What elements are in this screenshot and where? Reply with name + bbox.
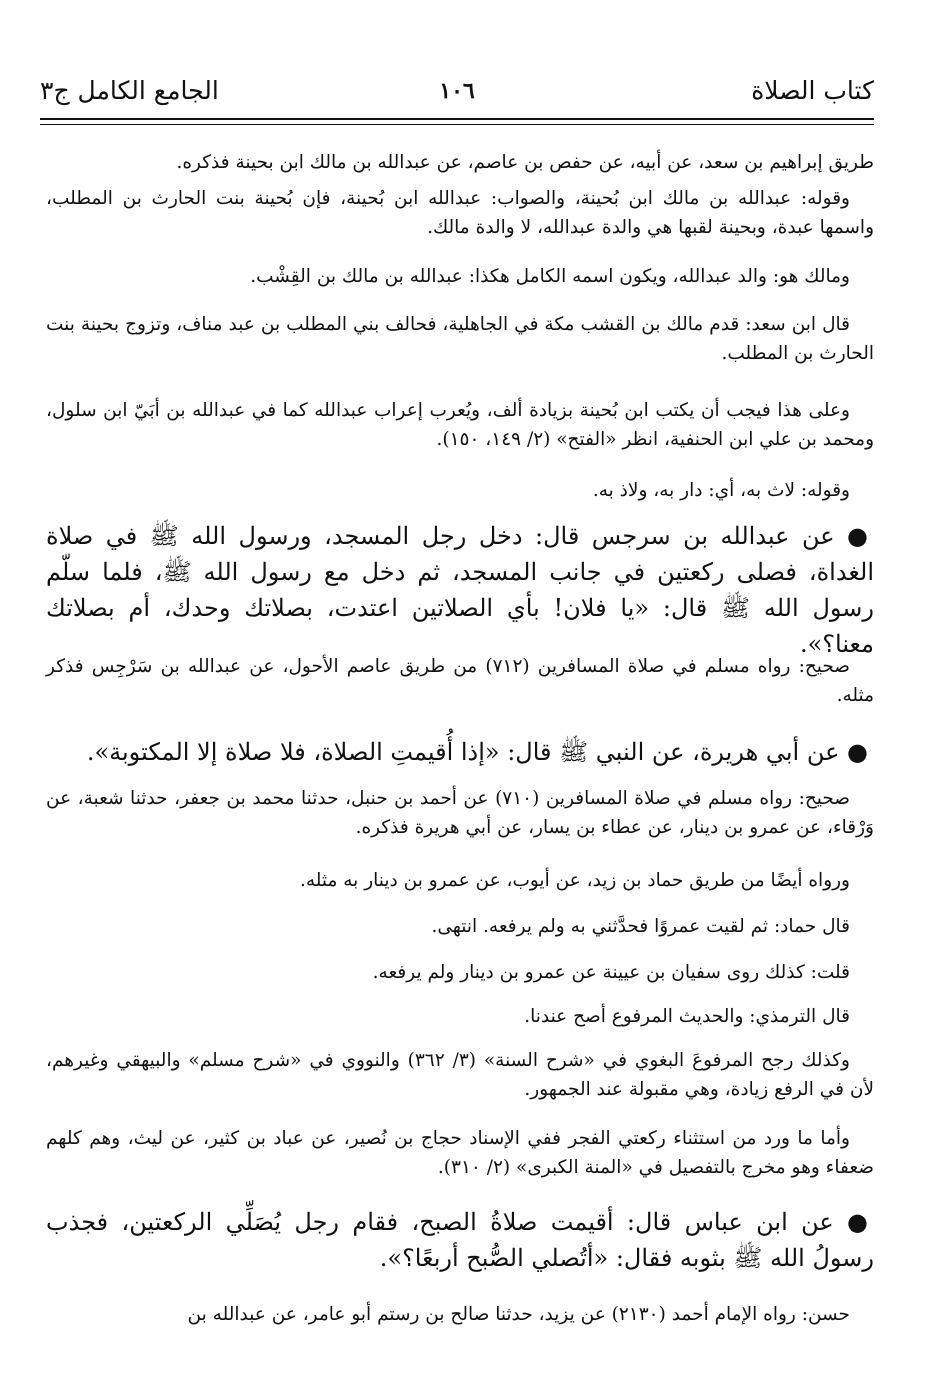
- paragraph: وأما ما ورد من استثناء ركعتي الفجر ففي الإسناد حجاج بن نُصير، عن عباد بن كثير، عن ليث، وهم كلهم ضعفاء وهو مخرج بالتفصيل في «المنة الكبرى» (٢/ ٣١٠).: [46, 1128, 874, 1178]
- takhrij-paragraph: صحيح: رواه مسلم في صلاة المسافرين (٧١٢) من طريق عاصم الأحول، عن عبدالله بن سَرْجِس فذكر مثله.: [46, 656, 874, 706]
- takhrij-paragraph: حسن: رواه الإمام أحمد (٢١٣٠) عن يزيد، حدثنا صالح بن رستم أبو عامر، عن عبدالله بن: [187, 1304, 850, 1325]
- book-title: الجامع الكامل ج٣: [40, 76, 219, 105]
- paragraph: وقوله: لاث به، أي: دار به، ولاذ به.: [592, 480, 850, 501]
- header-rule-thick: [40, 118, 874, 120]
- page-number: ١٠٦: [439, 78, 475, 104]
- paragraph: قلت: كذلك روى سفيان بن عيينة عن عمرو بن دينار ولم يرفعه.: [372, 962, 850, 983]
- paragraph: وقوله: عبدالله بن مالك ابن بُحينة، والصواب: عبدالله ابن بُحينة، فإن بُحينة بنت الحارث بن المطلب، واسمها عبدة، وبحينة لقبها هي والدة عبدالله، لا والدة مالك.: [46, 188, 874, 238]
- hadith-text: ● عن أبي هريرة، عن النبي ﷺ قال: «إذا أُقيمتِ الصلاة، فلا صلاة إلا المكتوبة».: [86, 738, 868, 766]
- page-header: [40, 74, 874, 118]
- paragraph: طريق إبراهيم بن سعد، عن أبيه، عن حفص بن عاصم، عن عبدالله بن مالك ابن بحينة فذكره.: [176, 152, 874, 173]
- header-rule-thin: [40, 124, 874, 125]
- paragraph: قال الترمذي: والحديث المرفوع أصح عندنا.: [524, 1006, 850, 1027]
- paragraph: ورواه أيضًا من طريق حماد بن زيد، عن أيوب، عن عمرو بن دينار به مثله.: [299, 870, 850, 891]
- paragraph: وكذلك رجح المرفوعَ البغوي في «شرح السنة» (٣/ ٣٦٢) والنووي في «شرح مسلم» والبيهقي وغيرهم، لأن في الرفع زيادة، وهي مقبولة عند الجمهور.: [46, 1050, 874, 1100]
- paragraph: قال حماد: ثم لقيت عمروًا فحدَّثني به ولم يرفعه. انتهى.: [431, 916, 850, 937]
- takhrij-paragraph: صحيح: رواه مسلم في صلاة المسافرين (٧١٠) عن أحمد بن حنبل، حدثنا محمد بن جعفر، حدثنا شعبة، عن وَرْقاء، عن عمرو بن دينار، عن عطاء بن يسار، عن أبي هريرة فذكره.: [46, 788, 874, 838]
- paragraph: ومالك هو: والد عبدالله، ويكون اسمه الكامل هكذا: عبدالله بن مالك بن القِشْب.: [250, 266, 850, 287]
- paragraph: قال ابن سعد: قدم مالك بن القشب مكة في الجاهلية، فحالف بني المطلب بن عبد مناف، وتزوج بحينة بنت الحارث بن المطلب.: [46, 314, 874, 364]
- chapter-title: كتاب الصلاة: [751, 76, 874, 105]
- hadith-text: ● عن ابن عباس قال: أقيمت صلاةُ الصبح، فقام رجل يُصَلِّي الركعتين، فجذب رسولُ الله ﷺ بثوبه فقال: «أتُصلي الصُّبح أربعًا؟».: [46, 1208, 874, 1272]
- paragraph: وعلى هذا فيجب أن يكتب ابن بُحينة بزيادة ألف، ويُعرب إعراب عبدالله كما في عبدالله بن أبَيّ ابن سلول، ومحمد بن علي ابن الحنفية، انظر «الفتح» (٢/ ١٤٩، ١٥٠).: [46, 400, 874, 450]
- hadith-text: ● عن عبدالله بن سرجس قال: دخل رجل المسجد، ورسول الله ﷺ في صلاة الغداة، فصلى ركعتين في جانب المسجد، ثم دخل مع رسول الله ﷺ، فلما سلّم رسول الله ﷺ قال: «يا فلان! بأي الصلاتين اعتدت، بصلاتك وحدك، أم بصلاتك معنا؟».: [46, 522, 874, 658]
